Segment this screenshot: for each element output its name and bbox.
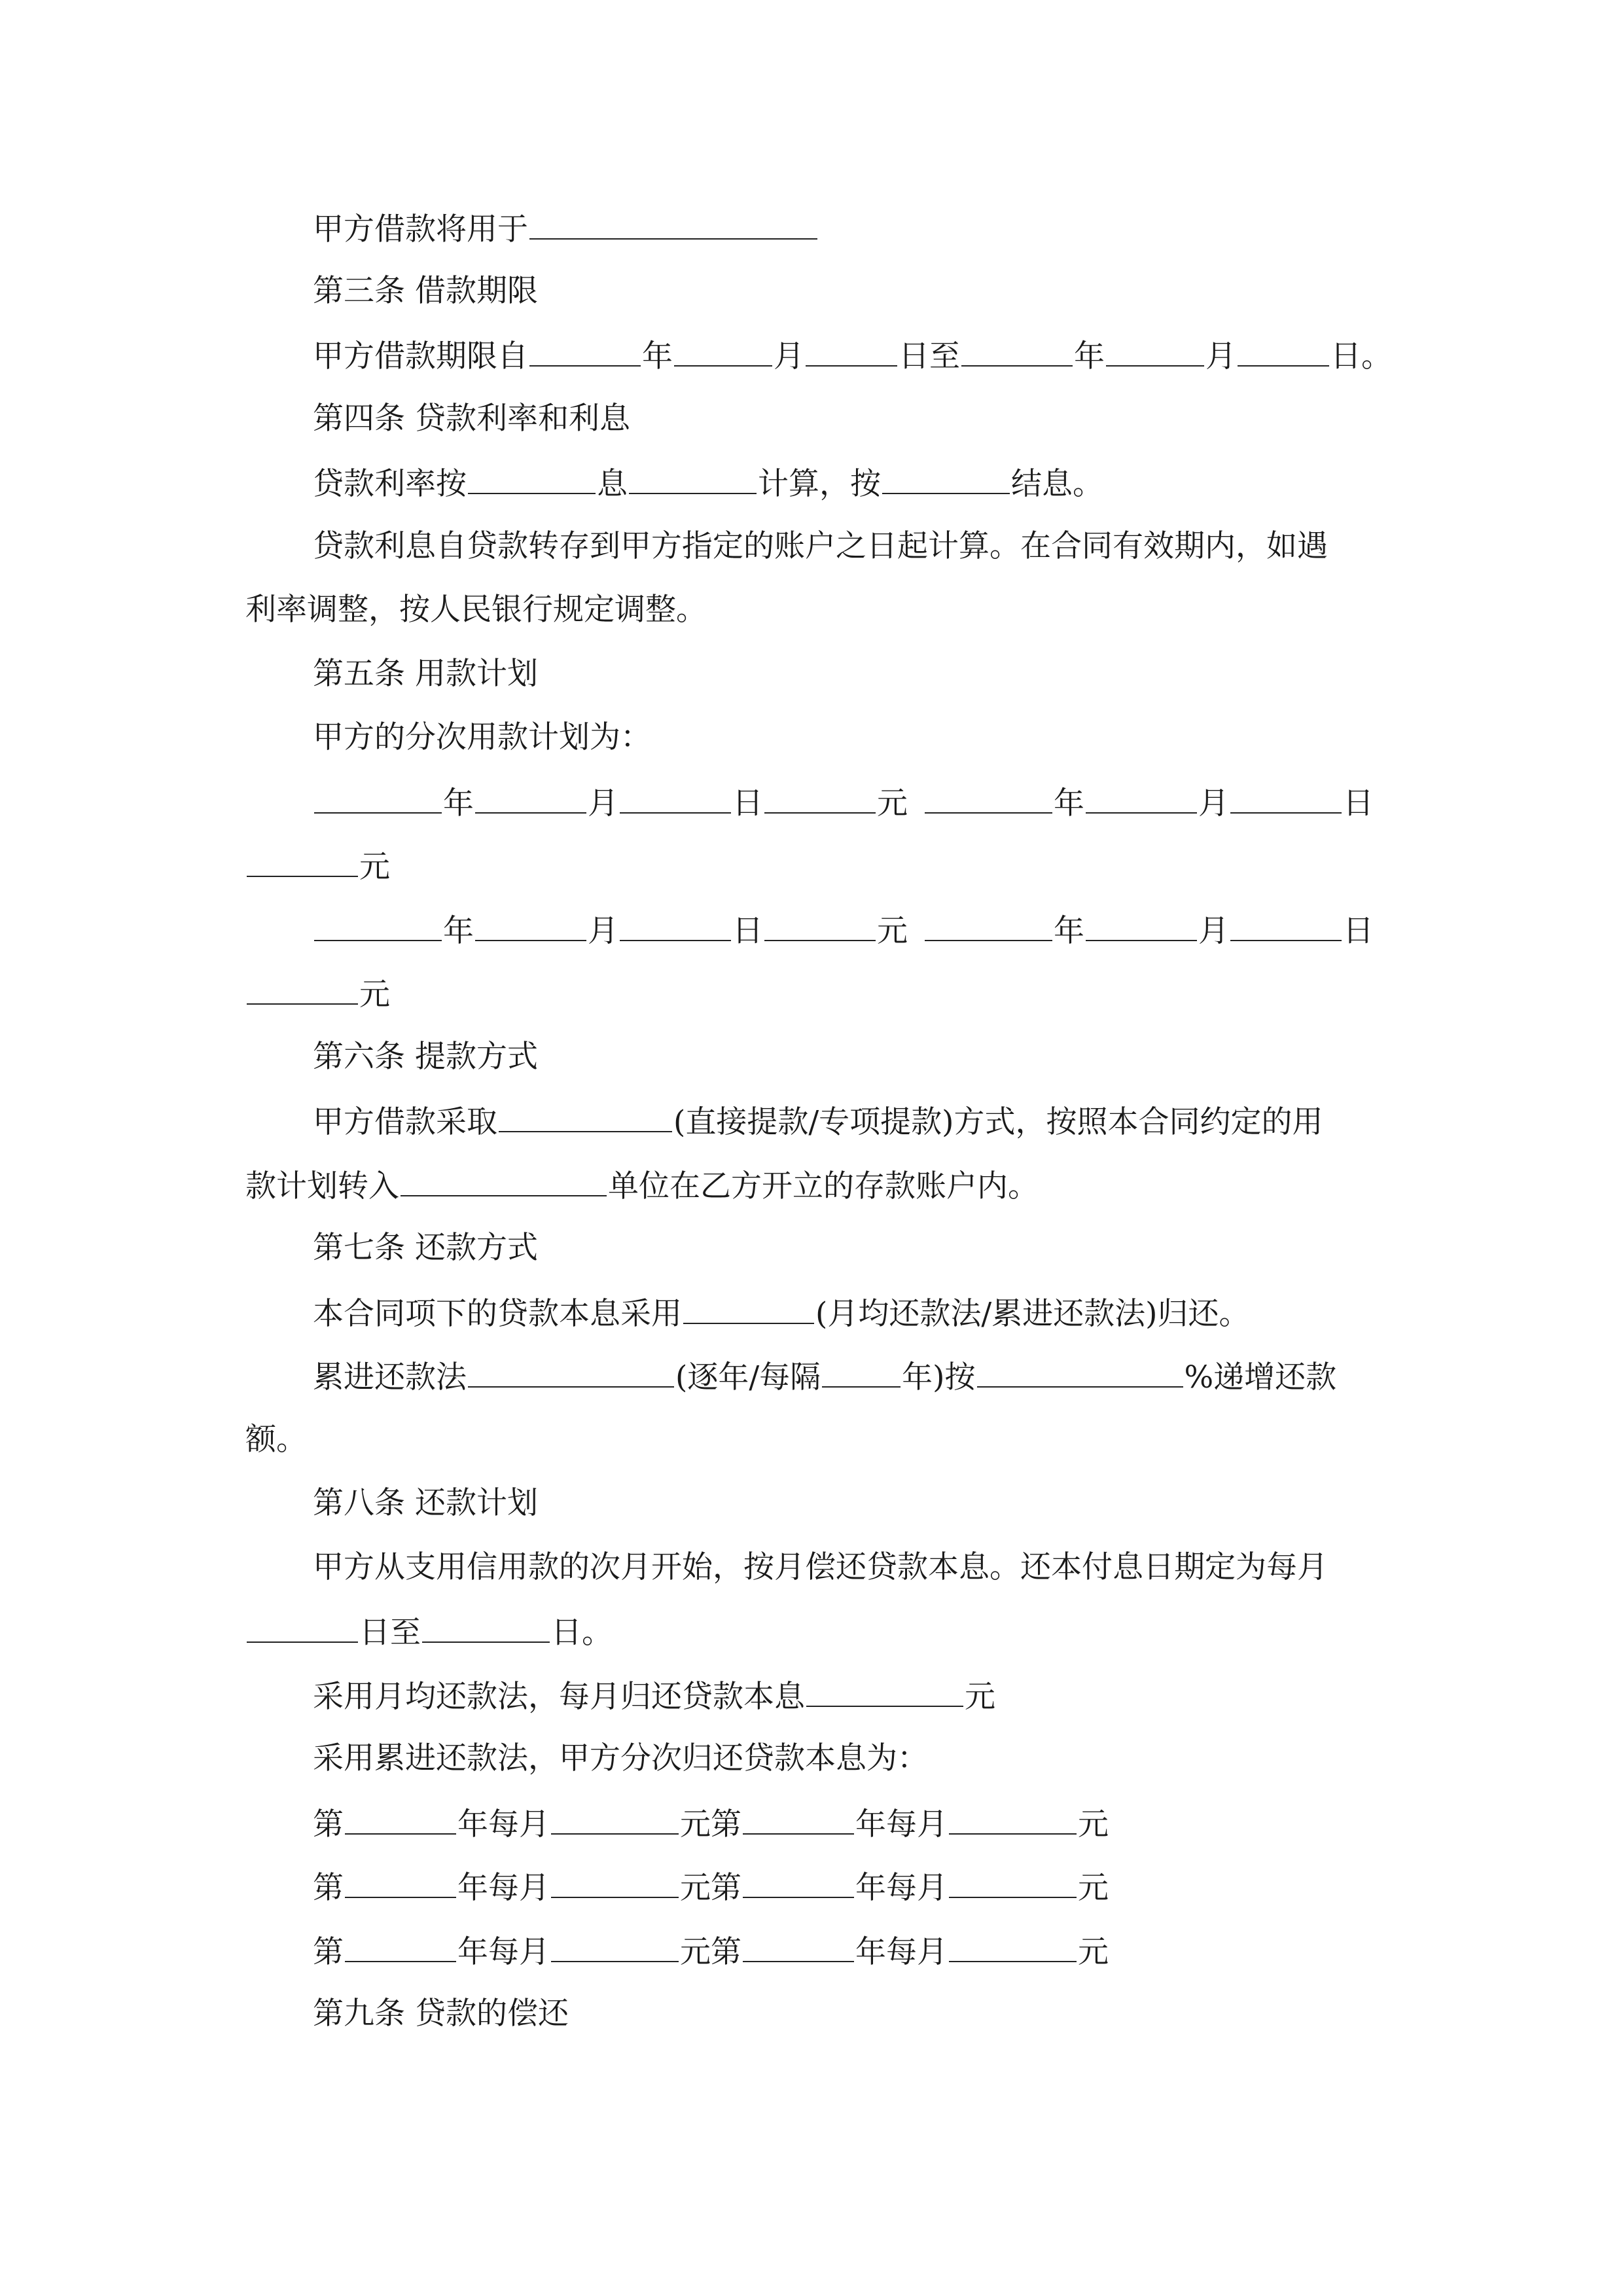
text: 月 bbox=[588, 785, 618, 821]
text: 元 bbox=[1078, 1934, 1109, 1970]
text: 年 bbox=[1074, 338, 1105, 374]
plan-month-blank[interactable] bbox=[1086, 776, 1197, 814]
text: 日 bbox=[732, 785, 763, 821]
plan-day-blank[interactable] bbox=[1230, 903, 1342, 941]
text: 年每月 bbox=[855, 1806, 948, 1842]
repayment-day-line bbox=[245, 1605, 613, 1657]
text: 元 bbox=[359, 849, 390, 885]
loan-purpose-blank[interactable] bbox=[529, 202, 817, 240]
start-year-blank[interactable] bbox=[529, 329, 641, 367]
text: 年每月 bbox=[457, 1870, 550, 1906]
monthly-amount-blank[interactable] bbox=[806, 1669, 963, 1707]
text: 元第 bbox=[680, 1806, 741, 1842]
text: 年 bbox=[443, 913, 474, 949]
plan-year-blank[interactable] bbox=[925, 776, 1052, 814]
repay-day-from-blank[interactable] bbox=[247, 1605, 358, 1643]
progressive-plan-row-2 bbox=[313, 1860, 1109, 1912]
end-month-blank[interactable] bbox=[1106, 329, 1204, 367]
text: 元第 bbox=[680, 1934, 741, 1970]
text: 甲方借款期限自 bbox=[313, 338, 528, 374]
progressive-blank[interactable] bbox=[468, 1350, 674, 1388]
progressive-plan-row-3 bbox=[313, 1924, 1109, 1977]
plan-day-blank[interactable] bbox=[1230, 776, 1342, 814]
interest-start-line bbox=[313, 520, 1328, 573]
text: 日至 bbox=[899, 338, 960, 374]
text: 年 bbox=[642, 338, 673, 374]
progressive-repayment-line bbox=[313, 1350, 1336, 1402]
text: 月 bbox=[1198, 913, 1229, 949]
usage-plan-row-1 bbox=[313, 776, 1374, 828]
text: 款计划转入 bbox=[245, 1168, 399, 1204]
text: 第六条 提款方式 bbox=[313, 1039, 538, 1075]
text: 年每月 bbox=[457, 1934, 550, 1970]
text: 贷款利息自贷款转存到甲方指定的账户之日起计算。在合同有效期内，如遇 bbox=[313, 528, 1328, 564]
text: 年每月 bbox=[855, 1934, 948, 1970]
text: 第八条 还款计划 bbox=[313, 1485, 538, 1521]
text: 第 bbox=[313, 1934, 344, 1970]
text: 第七条 还款方式 bbox=[313, 1230, 538, 1266]
start-day-blank[interactable] bbox=[806, 329, 897, 367]
year-number-blank[interactable] bbox=[345, 1924, 456, 1962]
article-3-heading bbox=[313, 265, 538, 317]
repayment-method-line bbox=[313, 1286, 1250, 1338]
progressive-plan-row-1 bbox=[313, 1797, 1109, 1849]
text: (月均还款法/累进还款法)归还。 bbox=[815, 1296, 1250, 1332]
transfer-unit-blank[interactable] bbox=[401, 1158, 607, 1196]
text: 累进还款法 bbox=[313, 1359, 467, 1395]
text: %递增还款 bbox=[1184, 1359, 1337, 1395]
plan-day-blank[interactable] bbox=[620, 776, 731, 814]
text: 元第 bbox=[680, 1870, 741, 1906]
text: 日 bbox=[1343, 913, 1374, 949]
text: 第四条 贷款利率和利息 bbox=[313, 401, 630, 437]
progressive-plan-intro bbox=[313, 1732, 928, 1785]
year-number-blank[interactable] bbox=[743, 1797, 854, 1835]
year-number-blank[interactable] bbox=[345, 1860, 456, 1898]
increase-rate-blank[interactable] bbox=[977, 1350, 1183, 1388]
text: 第 bbox=[313, 1870, 344, 1906]
text: 年 bbox=[1054, 913, 1084, 949]
text: 元 bbox=[1078, 1806, 1109, 1842]
text: 本合同项下的贷款本息采用 bbox=[313, 1296, 682, 1332]
text: 月 bbox=[1205, 338, 1236, 374]
year-number-blank[interactable] bbox=[743, 1924, 854, 1962]
text: 元 bbox=[877, 785, 908, 821]
text: 月 bbox=[588, 913, 618, 949]
text: 甲方借款采取 bbox=[313, 1104, 497, 1140]
rate-basis-blank[interactable] bbox=[468, 456, 596, 494]
text: 日。 bbox=[551, 1615, 613, 1651]
plan-amount-blank[interactable] bbox=[247, 967, 358, 1005]
repayment-method-blank[interactable] bbox=[683, 1286, 814, 1324]
text: 采用累进还款法，甲方分次归还贷款本息为： bbox=[313, 1740, 928, 1776]
repayment-plan-line bbox=[313, 1541, 1328, 1594]
withdrawal-method-line bbox=[313, 1094, 1323, 1147]
monthly-amount-blank[interactable] bbox=[551, 1860, 679, 1898]
plan-amount-blank[interactable] bbox=[764, 776, 876, 814]
text: 年 bbox=[443, 785, 474, 821]
text: 计算，按 bbox=[758, 466, 881, 502]
text: 年每月 bbox=[457, 1806, 550, 1842]
text: 元 bbox=[965, 1679, 995, 1715]
text: 单位在乙方开立的存款账户内。 bbox=[608, 1168, 1039, 1204]
withdrawal-method-blank[interactable] bbox=[499, 1094, 672, 1132]
plan-year-blank[interactable] bbox=[925, 903, 1052, 941]
plan-month-blank[interactable] bbox=[475, 903, 586, 941]
monthly-amount-blank[interactable] bbox=[949, 1860, 1077, 1898]
text: 年每月 bbox=[855, 1870, 948, 1906]
plan-month-blank[interactable] bbox=[1086, 903, 1197, 941]
end-day-blank[interactable] bbox=[1238, 329, 1329, 367]
text: 元 bbox=[877, 913, 908, 949]
text: 月 bbox=[1198, 785, 1229, 821]
article-7-heading bbox=[313, 1222, 538, 1274]
text: 甲方的分次用款计划为： bbox=[313, 719, 651, 755]
text: 甲方从支用信用款的次月开始，按月偿还贷款本息。还本付息日期定为每月 bbox=[313, 1549, 1328, 1585]
text: 月 bbox=[774, 338, 804, 374]
monthly-amount-blank[interactable] bbox=[551, 1797, 679, 1835]
loan-purpose-line bbox=[313, 202, 819, 254]
plan-year-blank[interactable] bbox=[314, 903, 442, 941]
monthly-repayment-line bbox=[313, 1669, 995, 1721]
text: 元 bbox=[359, 977, 390, 1013]
text: 元 bbox=[1078, 1870, 1109, 1906]
text: 采用月均还款法，每月归还贷款本息 bbox=[313, 1679, 805, 1715]
end-year-blank[interactable] bbox=[961, 329, 1073, 367]
article-8-heading bbox=[313, 1477, 538, 1530]
start-month-blank[interactable] bbox=[674, 329, 772, 367]
text: 日至 bbox=[359, 1615, 421, 1651]
text: 年)按 bbox=[902, 1359, 976, 1395]
repay-day-to-blank[interactable] bbox=[422, 1605, 550, 1643]
usage-plan-intro bbox=[313, 711, 651, 764]
settlement-blank[interactable] bbox=[882, 456, 1010, 494]
article-4-heading bbox=[313, 393, 630, 445]
text: 年 bbox=[1054, 785, 1084, 821]
rate-calc-blank[interactable] bbox=[629, 456, 757, 494]
interest-rate-line bbox=[313, 456, 1103, 509]
text: 贷款利率按 bbox=[313, 466, 467, 502]
text: 第三条 借款期限 bbox=[313, 273, 538, 309]
text: 额。 bbox=[245, 1422, 307, 1458]
article-6-heading bbox=[313, 1031, 538, 1083]
text: 第九条 贷款的偿还 bbox=[313, 1996, 569, 2032]
text: (逐年/每隔 bbox=[675, 1359, 821, 1395]
text: 日 bbox=[1343, 785, 1374, 821]
monthly-amount-blank[interactable] bbox=[551, 1924, 679, 1962]
rate-adjust-line bbox=[245, 584, 707, 636]
progressive-repayment-cont bbox=[245, 1414, 307, 1466]
monthly-amount-blank[interactable] bbox=[949, 1924, 1077, 1962]
article-9-heading bbox=[313, 1988, 569, 2040]
text: 甲方借款将用于 bbox=[313, 211, 528, 247]
article-5-heading bbox=[313, 648, 538, 700]
plan-amount-blank[interactable] bbox=[247, 839, 358, 877]
text: 第五条 用款计划 bbox=[313, 656, 538, 692]
text: 结息。 bbox=[1011, 466, 1103, 502]
year-number-blank[interactable] bbox=[345, 1797, 456, 1835]
text: 息 bbox=[597, 466, 628, 502]
usage-plan-row-1-cont bbox=[245, 839, 390, 891]
plan-amount-blank[interactable] bbox=[764, 903, 876, 941]
plan-year-blank[interactable] bbox=[314, 776, 442, 814]
interval-years-blank[interactable] bbox=[822, 1350, 901, 1388]
text: 第 bbox=[313, 1806, 344, 1842]
usage-plan-row-2-cont bbox=[245, 967, 390, 1019]
monthly-amount-blank[interactable] bbox=[949, 1797, 1077, 1835]
usage-plan-row-2 bbox=[313, 903, 1374, 956]
text: 日 bbox=[732, 913, 763, 949]
loan-term-line bbox=[313, 329, 1392, 381]
text: 日。 bbox=[1330, 338, 1392, 374]
transfer-line bbox=[245, 1158, 1039, 1211]
plan-day-blank[interactable] bbox=[620, 903, 731, 941]
year-number-blank[interactable] bbox=[743, 1860, 854, 1898]
text: (直接提款/专项提款)方式，按照本合同约定的用 bbox=[673, 1104, 1323, 1140]
text: 利率调整，按人民银行规定调整。 bbox=[245, 592, 707, 628]
plan-month-blank[interactable] bbox=[475, 776, 586, 814]
